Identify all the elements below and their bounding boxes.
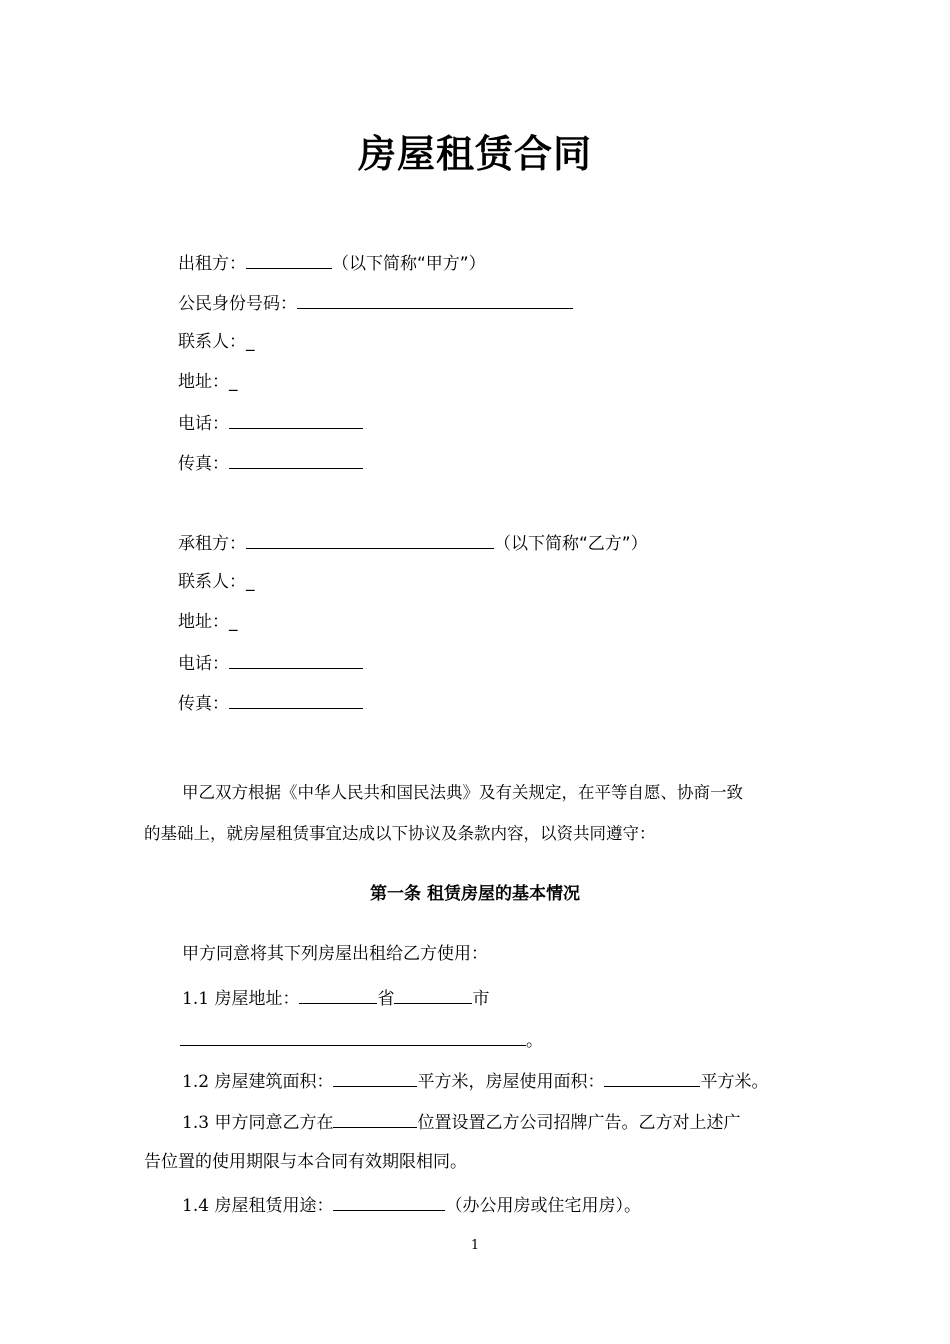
lessor-contact: 联系人：_ xyxy=(178,332,255,352)
lessor-fax-line xyxy=(178,450,363,476)
article-1-heading: 第一条 租赁房屋的基本情况 xyxy=(370,884,580,904)
lessee-phone-line xyxy=(178,650,363,676)
lessee-label: 承租方： xyxy=(178,534,246,554)
lessor-fax-label: 传真： xyxy=(178,454,229,474)
clause-1-2-mid: 平方米，房屋使用面积： xyxy=(417,1072,605,1092)
lessor-note: （以下简称“甲方”） xyxy=(332,254,486,274)
lessor-fax-blank[interactable] xyxy=(229,450,363,469)
clause-1-3-line-2: 告位置的使用期限与本合同有效期限相同。 xyxy=(144,1152,467,1172)
lessee-fax-line xyxy=(178,690,363,716)
preamble-line-1: 甲乙双方根据《中华人民共和国民法典》及有关规定，在平等自愿、协商一致 xyxy=(182,783,743,802)
clause-1-2 xyxy=(182,1068,768,1094)
lessee-address: 地址：_ xyxy=(178,612,238,632)
lessee-fax-blank[interactable] xyxy=(229,690,363,709)
document-title: 房屋租赁合同 xyxy=(357,132,592,176)
clause-1-4 xyxy=(182,1192,641,1218)
page-number: 1 xyxy=(470,1238,480,1253)
lessor-id-line xyxy=(178,290,573,316)
lessee-phone-label: 电话： xyxy=(178,654,229,674)
lessee-fax-label: 传真： xyxy=(178,694,229,714)
lessor-phone-label: 电话： xyxy=(178,414,229,434)
clause-1-3-rest: 位置设置乙方公司招牌广告。乙方对上述广 xyxy=(417,1113,741,1133)
building-area-blank[interactable] xyxy=(333,1068,417,1087)
province-label: 省 xyxy=(377,989,395,1009)
usable-area-blank[interactable] xyxy=(604,1068,700,1087)
lessor-label: 出租方： xyxy=(178,254,246,274)
lessor-phone-blank[interactable] xyxy=(229,410,363,429)
province-blank[interactable] xyxy=(299,985,377,1004)
article-1-intro: 甲方同意将其下列房屋出租给乙方使用： xyxy=(182,944,488,964)
lessee-contact: 联系人：_ xyxy=(178,572,255,592)
clause-1-2-prefix: 1.2 房屋建筑面积： xyxy=(182,1072,334,1092)
lessee-line xyxy=(178,530,648,556)
lessor-phone-line xyxy=(178,410,363,436)
address-detail-blank[interactable] xyxy=(180,1027,526,1046)
lessor-id-blank[interactable] xyxy=(297,290,573,309)
clause-1-3-prefix: 1.3 甲方同意乙方在 xyxy=(182,1113,334,1133)
clause-1-1-line-2 xyxy=(180,1027,543,1053)
lessor-id-label: 公民身份号码： xyxy=(178,294,297,314)
lessor-name-blank[interactable] xyxy=(246,250,332,269)
lessee-note: （以下简称“乙方”） xyxy=(494,534,648,554)
lessor-address: 地址：_ xyxy=(178,372,238,392)
lessee-name-blank[interactable] xyxy=(246,530,494,549)
clause-1-3-line-1 xyxy=(182,1109,740,1135)
clause-1-1-line-1 xyxy=(182,985,489,1011)
signboard-location-blank[interactable] xyxy=(333,1109,417,1128)
preamble-line-2: 的基础上，就房屋租赁事宜达成以下协议及条款内容，以资共同遵守： xyxy=(144,824,656,843)
clause-1-1-prefix: 1.1 房屋地址： xyxy=(182,989,300,1009)
clause-1-1-end: 。 xyxy=(526,1031,543,1051)
clause-1-2-end: 平方米。 xyxy=(700,1072,769,1092)
city-label: 市 xyxy=(472,989,490,1009)
city-blank[interactable] xyxy=(394,985,472,1004)
clause-1-4-prefix: 1.4 房屋租赁用途： xyxy=(182,1196,334,1216)
lessor-line xyxy=(178,250,486,276)
clause-1-4-rest: （办公用房或住宅用房）。 xyxy=(445,1196,641,1216)
lessee-phone-blank[interactable] xyxy=(229,650,363,669)
usage-blank[interactable] xyxy=(333,1192,445,1211)
